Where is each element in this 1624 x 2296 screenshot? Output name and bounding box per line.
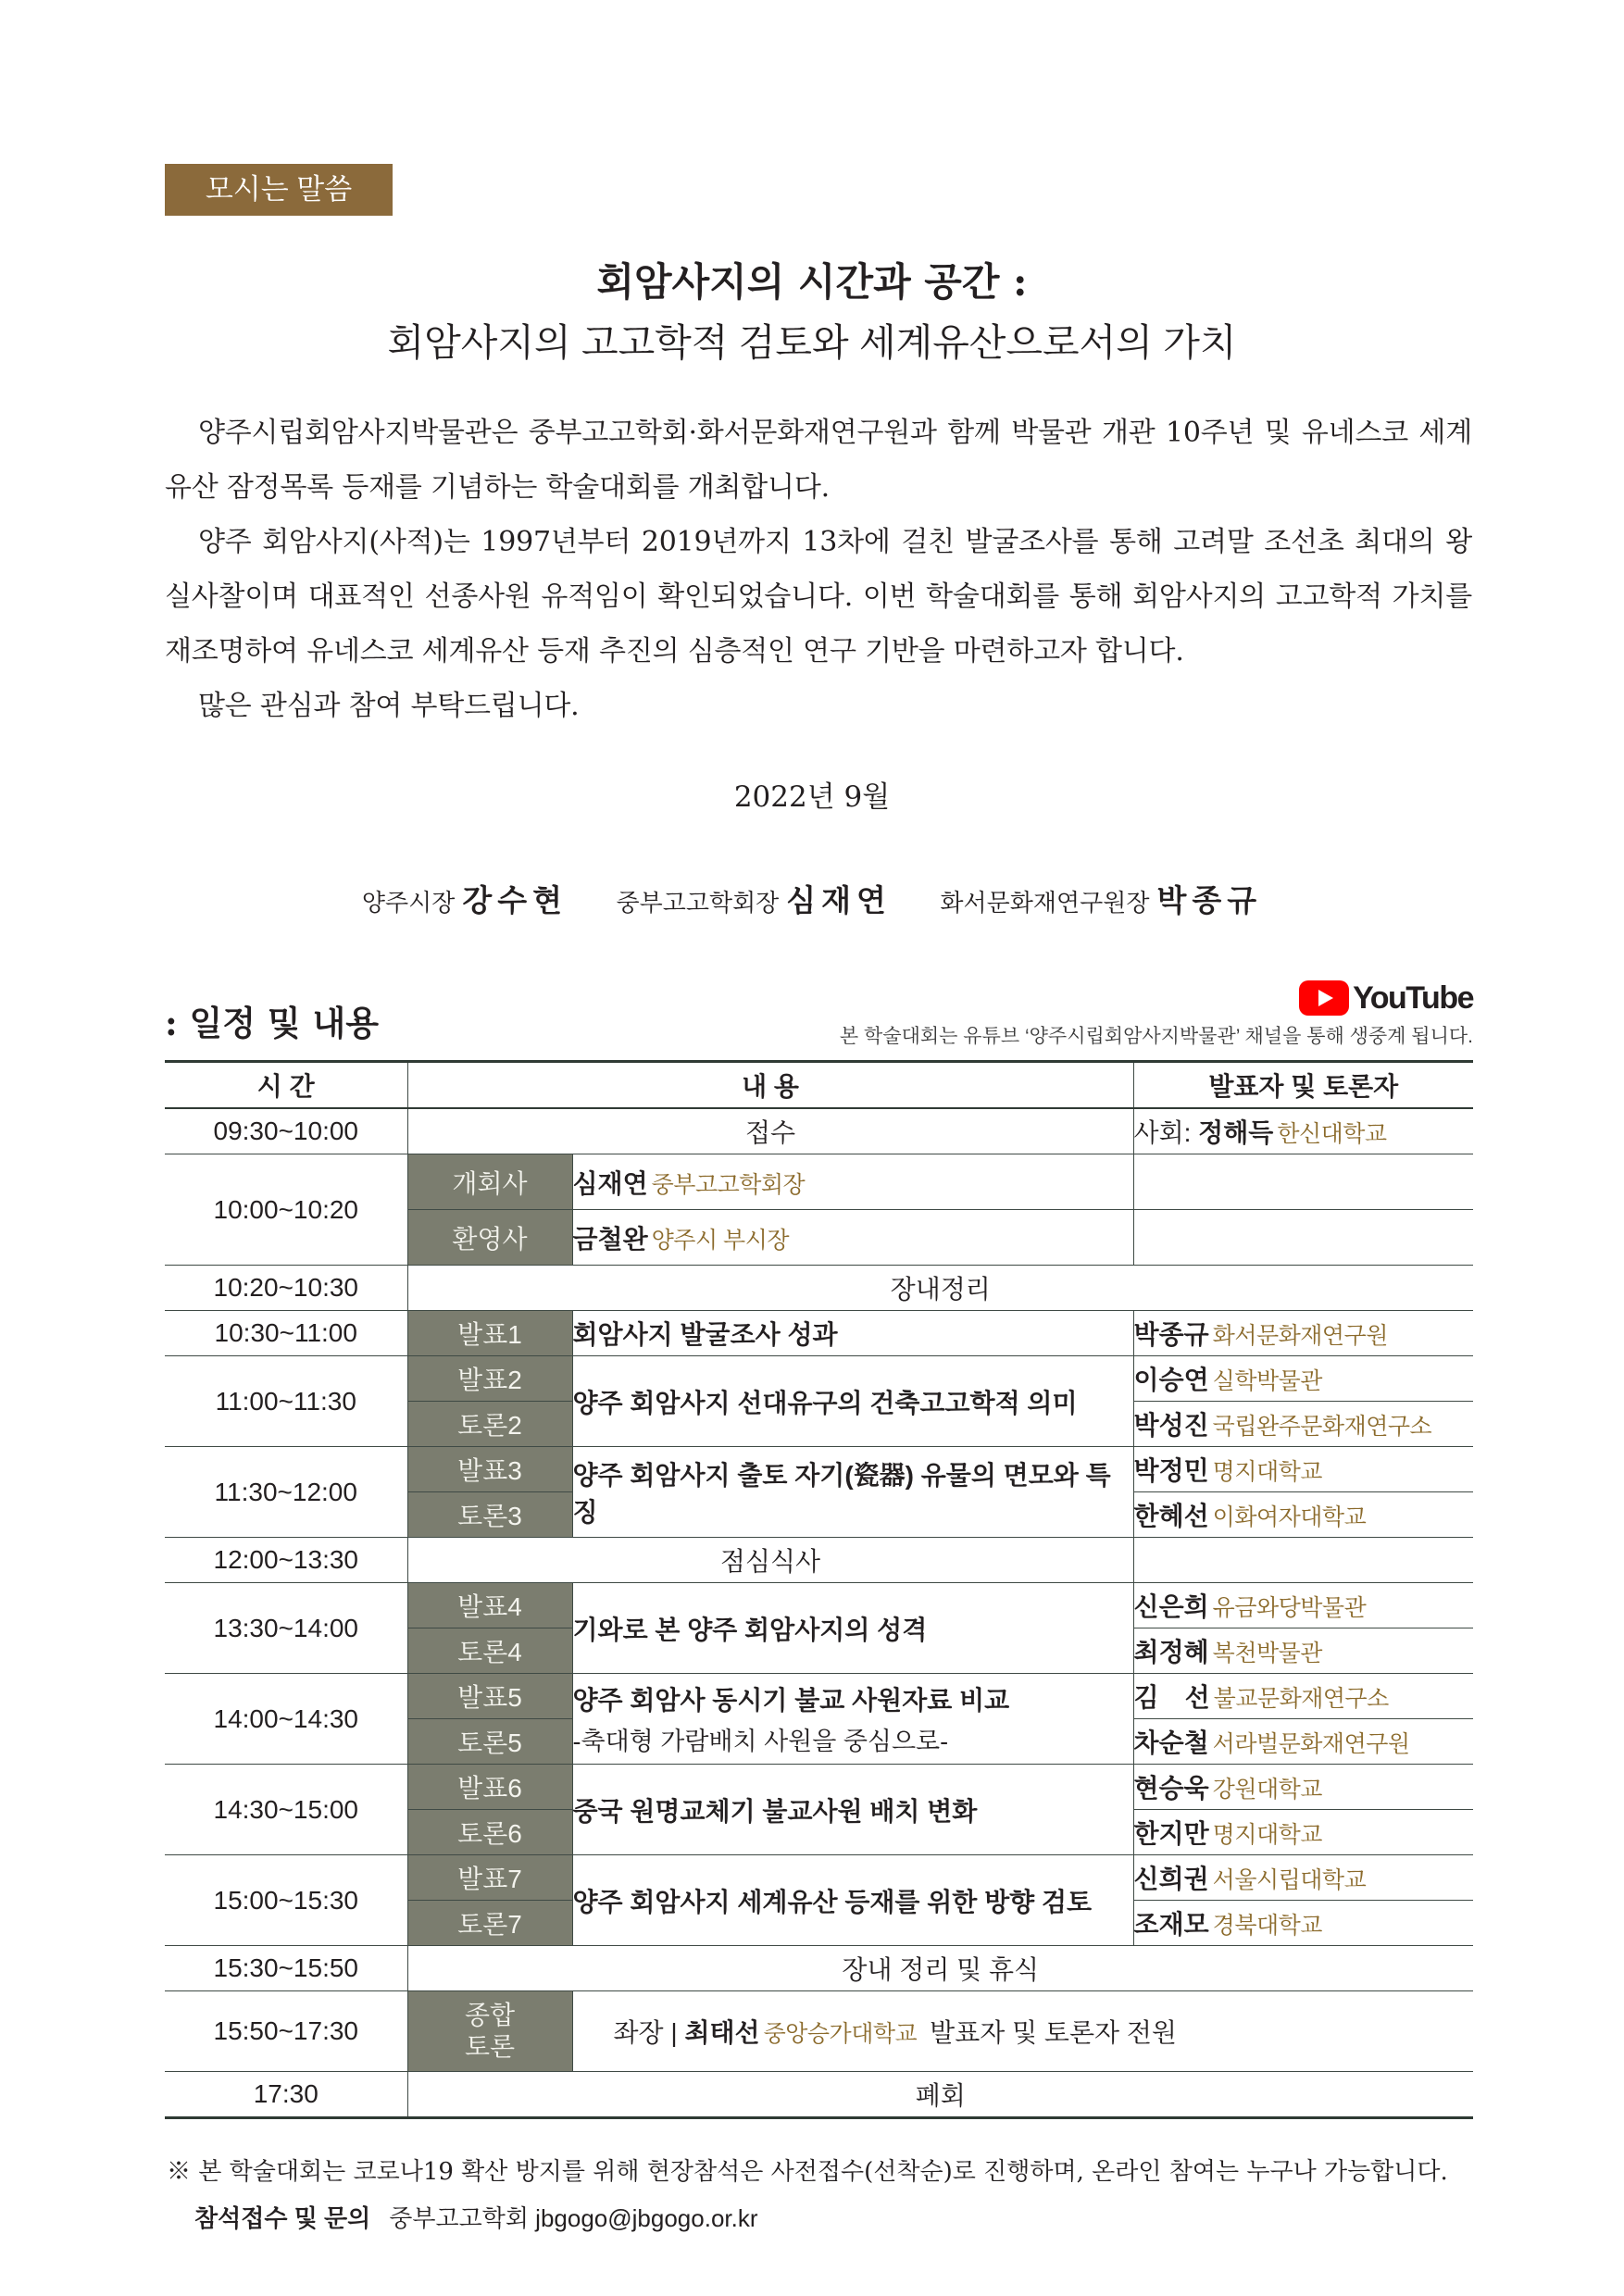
person-affiliation: 실학박물관 — [1212, 1368, 1322, 1394]
person-name: 김 선 — [1133, 1683, 1210, 1712]
person-affiliation: 경북대학교 — [1212, 1913, 1322, 1939]
person-cell — [1133, 1154, 1473, 1210]
time-cell: 15:00~15:30 — [165, 1855, 407, 1946]
person-cell — [1133, 1108, 1473, 1154]
signer-name: 박종규 — [1156, 882, 1263, 918]
session-label: 토론2 — [407, 1402, 572, 1447]
person-cell — [1133, 1719, 1473, 1765]
person-affiliation: 서울시립대학교 — [1212, 1867, 1367, 1893]
time-cell: 15:30~15:50 — [165, 1946, 407, 1991]
person-affiliation: 불교문화재연구소 — [1213, 1686, 1389, 1712]
contact-value: 중부고고학회 jbgogo@jbgogo.or.kr — [389, 2204, 758, 2232]
person-affiliation: 강원대학교 — [1212, 1777, 1322, 1803]
signer-name: 강수현 — [462, 882, 568, 918]
person-affiliation: 명지대학교 — [1212, 1459, 1322, 1485]
table-row — [165, 1266, 1473, 1311]
stream-note: 본 학술대회는 유튜브 ‘양주시립회암사지박물관’ 채널을 통해 생중계 됩니다. — [839, 1026, 1473, 1047]
person-name: 현승욱 — [1133, 1774, 1209, 1803]
session-label: 환영사 — [407, 1210, 572, 1266]
speaker-name: 심재연 — [572, 1168, 648, 1198]
person-name: 박종규 — [1133, 1320, 1209, 1349]
content-cell: 양주 회암사지 선대유구의 건축고고학적 의미 — [572, 1356, 1133, 1447]
time-cell: 17:30 — [253, 2079, 319, 2108]
person-cell — [1133, 1674, 1473, 1719]
person-name: 차순철 — [1133, 1728, 1209, 1757]
person-name: 신희권 — [1133, 1865, 1209, 1893]
table-row — [165, 1356, 1473, 1402]
session-label: 발표2 — [407, 1356, 572, 1402]
chair-affiliation: 중앙승가대학교 — [763, 2021, 918, 2047]
session-label: 토론6 — [407, 1810, 572, 1855]
person-cell — [1133, 1765, 1473, 1810]
session-label: 발표5 — [407, 1674, 572, 1719]
person-affiliation: 명지대학교 — [1212, 1822, 1322, 1848]
content-cell: 양주 회암사지 세계유산 등재를 위한 방향 검토 — [572, 1855, 1133, 1946]
person-cell — [1133, 1356, 1473, 1402]
session-label: 토론5 — [407, 1719, 572, 1765]
person-affiliation: 서라벌문화재연구원 — [1212, 1731, 1410, 1757]
time-cell: 15:50~17:30 — [165, 1991, 407, 2072]
header-content: 내 용 — [407, 1062, 1133, 1109]
signer-name: 심재연 — [786, 882, 892, 918]
session-label: 토론4 — [407, 1628, 572, 1674]
time-cell: 11:30~12:00 — [165, 1447, 407, 1538]
time-cell: 10:20~10:30 — [165, 1266, 407, 1311]
content-cell: 폐회 — [407, 2072, 1473, 2118]
time-cell: 11:00~11:30 — [165, 1356, 407, 1447]
table-row — [165, 1674, 1473, 1719]
table-row — [165, 1447, 1473, 1492]
person-name: 이승연 — [1133, 1366, 1209, 1394]
content-cell: 점심식사 — [407, 1538, 1133, 1583]
page-title: 회암사지의 시간과 공간 : — [596, 259, 1028, 305]
body-paragraph: 많은 관심과 참여 부탁드립니다. — [198, 690, 580, 722]
person-cell — [1133, 1583, 1473, 1628]
person-affiliation: 국립완주문화재연구소 — [1212, 1414, 1432, 1440]
signer-role: 화서문화재연구원장 — [940, 889, 1150, 917]
contact-label: 참석접수 및 문의 — [194, 2204, 371, 2232]
page-subtitle: 회암사지의 고고학적 검토와 세계유산으로서의 가치 — [387, 321, 1237, 364]
header-people: 발표자 및 토론자 — [1133, 1062, 1473, 1109]
signer — [616, 877, 891, 920]
content-cell — [572, 1674, 1133, 1765]
person-cell — [1133, 1402, 1473, 1447]
person-name: 한지만 — [1133, 1819, 1209, 1848]
person-cell — [1133, 1311, 1473, 1356]
youtube-wordmark: YouTube — [1353, 980, 1473, 1016]
signer — [362, 877, 568, 920]
session-label: 발표4 — [407, 1583, 572, 1628]
schedule-heading: : 일정 및 내용 — [165, 1003, 380, 1043]
table-row — [165, 1538, 1473, 1583]
person-name: 박성진 — [1133, 1411, 1209, 1440]
table-row — [165, 1583, 1473, 1628]
content-cell: 기와로 본 양주 회암사지의 성격 — [572, 1583, 1133, 1674]
chair-prefix: 좌장 | — [613, 2018, 685, 2047]
session-label: 개회사 — [407, 1154, 572, 1210]
person-affiliation: 복천박물관 — [1212, 1641, 1322, 1666]
content-cell: 장내 정리 및 휴식 — [407, 1946, 1473, 1991]
session-label: 토론3 — [407, 1492, 572, 1538]
table-row — [165, 2072, 1473, 2118]
body-paragraph: 양주 회암사지(사적)는 1997년부터 2019년까지 13차에 걸친 발굴조사를 통해 고려말 조선초 최대의 왕실사찰이며 대표적인 선종사원 유적임이 확인되었습니다. 이번 학술대회를 통해 회암사지의 고고학적 가치를 재조명하여 유네스코 세계유산 등재 추진의 심층적인 연구 기반을 마련하고자 합니다. — [165, 526, 1472, 668]
content-cell: 장내정리 — [407, 1266, 1473, 1311]
label-line: 종합 — [464, 2001, 516, 2029]
person-affiliation: 한신대학교 — [1277, 1121, 1387, 1147]
invitation-body — [165, 406, 1472, 733]
time-cell: 10:30~11:00 — [165, 1311, 407, 1356]
contact-info — [194, 2200, 758, 2234]
time-cell: 10:00~10:20 — [165, 1154, 407, 1266]
discussion-participants: 발표자 및 토론자 전원 — [930, 2018, 1177, 2047]
content-cell: 접수 — [407, 1108, 1133, 1154]
table-header-row — [165, 1062, 1473, 1109]
label-line: 토론 — [464, 2032, 516, 2061]
table-row — [165, 1765, 1473, 1810]
schedule-table — [165, 1060, 1473, 2119]
person-name: 박정민 — [1133, 1456, 1209, 1485]
person-affiliation: 화서문화재연구원 — [1212, 1323, 1388, 1349]
session-label: 발표6 — [407, 1765, 572, 1810]
person-cell — [1133, 1901, 1473, 1946]
person-cell — [1133, 1628, 1473, 1674]
speaker-affiliation: 양주시 부시장 — [651, 1227, 790, 1254]
person-affiliation: 유금와당박물관 — [1212, 1595, 1367, 1621]
content-cell: 양주 회암사지 출토 자기(瓷器) 유물의 면모와 특징 — [572, 1447, 1133, 1538]
session-label: 발표3 — [407, 1447, 572, 1492]
table-row — [165, 1946, 1473, 1991]
time-cell: 09:30~10:00 — [165, 1108, 407, 1154]
time-cell: 12:00~13:30 — [165, 1538, 407, 1583]
content-cell: 중국 원명교체기 불교사원 배치 변화 — [572, 1765, 1133, 1855]
session-label: 토론7 — [407, 1901, 572, 1946]
signers — [0, 877, 1624, 920]
signer-role: 양주시장 — [361, 889, 456, 917]
session-label: 발표7 — [407, 1855, 572, 1901]
person-name: 정해득 — [1198, 1118, 1274, 1147]
session-label — [407, 1991, 572, 2072]
time-cell: 14:30~15:00 — [165, 1765, 407, 1855]
person-name: 조재모 — [1133, 1910, 1209, 1939]
content-subtitle: -축대형 가람배치 사원을 중심으로- — [572, 1728, 949, 1755]
person-prefix: 사회: — [1133, 1118, 1199, 1147]
person-cell — [1133, 1855, 1473, 1901]
person-cell — [1133, 1210, 1473, 1266]
invitation-date: 2022년 9월 — [733, 780, 891, 814]
content-cell — [572, 1210, 1133, 1266]
person-cell — [1133, 1810, 1473, 1855]
content-cell: 회암사지 발굴조사 성과 — [572, 1311, 1133, 1356]
table-row — [165, 1311, 1473, 1356]
person-cell — [1133, 1447, 1473, 1492]
speaker-affiliation: 중부고고학회장 — [651, 1171, 806, 1198]
session-label: 발표1 — [407, 1311, 572, 1356]
youtube-play-icon — [1299, 980, 1349, 1016]
table-row — [165, 1991, 1473, 2072]
speaker-name: 금철완 — [572, 1224, 648, 1254]
content-cell — [572, 1154, 1133, 1210]
body-paragraph: 양주시립회암사지박물관은 중부고고학회·화서문화재연구원과 함께 박물관 개관 10주년 및 유네스코 세계유산 잠정목록 등재를 기념하는 학술대회를 개최합니다. — [165, 417, 1472, 504]
table-row — [165, 1855, 1473, 1901]
chair-name: 최태선 — [684, 2018, 760, 2047]
signer — [940, 877, 1262, 920]
person-cell — [1133, 1538, 1473, 1583]
person-name: 신은희 — [1133, 1592, 1209, 1621]
table-row — [165, 1108, 1473, 1154]
header-time: 시 간 — [165, 1062, 407, 1109]
time-cell: 14:00~14:30 — [165, 1674, 407, 1765]
section-badge: 모시는 말씀 — [165, 164, 393, 216]
content-cell — [572, 1991, 1473, 2072]
person-name: 최정혜 — [1133, 1638, 1209, 1666]
time-cell: 13:30~14:00 — [165, 1583, 407, 1674]
person-affiliation: 이화여자대학교 — [1212, 1504, 1367, 1530]
person-name: 한혜선 — [1133, 1502, 1209, 1530]
signer-role: 중부고고학회장 — [616, 889, 780, 917]
youtube-logo — [1299, 978, 1473, 1018]
content-title: 양주 회암사 동시기 불교 사원자료 비교 — [572, 1686, 1010, 1715]
table-row — [165, 1154, 1473, 1210]
footer-note: ※ 본 학술대회는 코로나19 확산 방지를 위해 현장참석은 사전접수(선착순)로 진행하며, 온라인 참여는 누구나 가능합니다. — [167, 2158, 1448, 2186]
person-cell — [1133, 1492, 1473, 1538]
